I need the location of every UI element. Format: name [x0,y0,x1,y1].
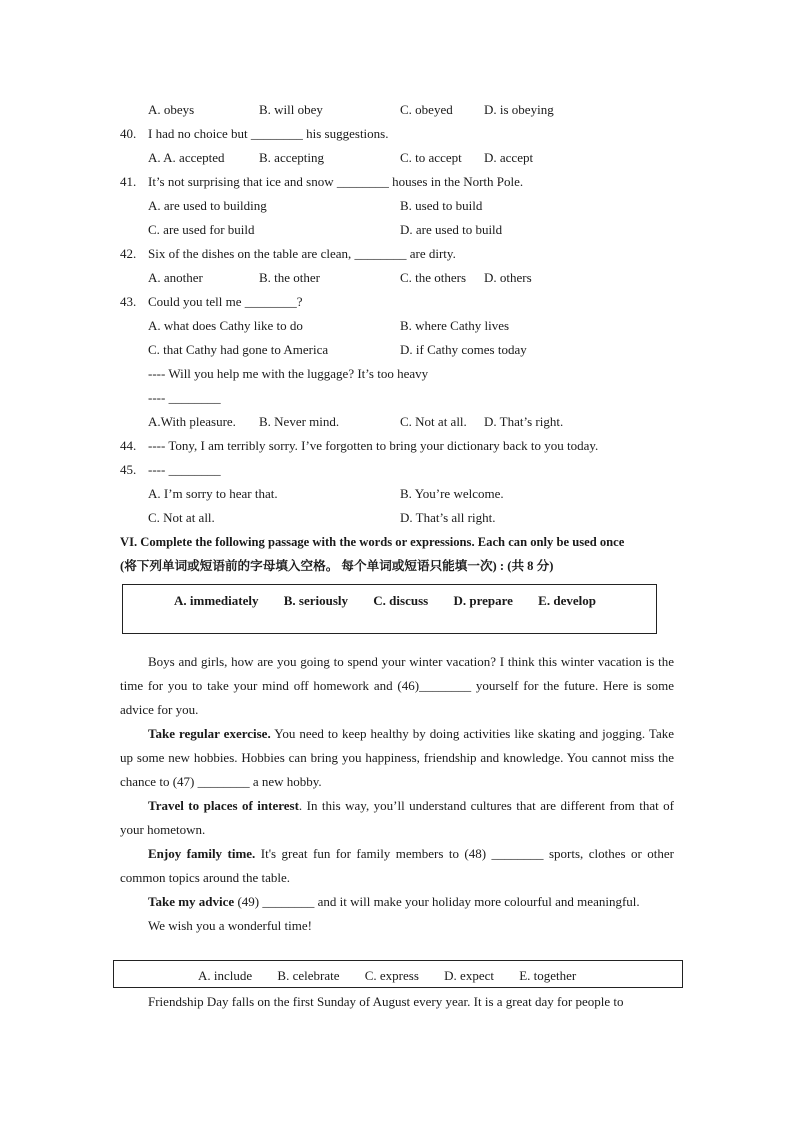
q43-option-b: B. where Cathy lives [400,318,510,333]
word-box-1-word: D. prepare [453,593,513,608]
q40-option-a: A. A. accepted [148,150,225,165]
word-box-2-word: C. express [364,968,419,983]
passage-1-paragraph: Boys and girls, how are you going to spend your winter vacation? I think this winter vacation is the time for you to take your mind off homework and (46)________ yourself for the future. Here is some advice for you. [120,654,674,717]
q42-number: 42. [120,246,137,261]
q43-option-a: A. what does Cathy like to do [148,318,303,333]
q42-option-b: B. the other [259,270,321,285]
passage-2-paragraph: Friendship Day falls on the first Sunday of August every year. It is a great day for people to [148,994,624,1009]
q41-option-c: C. are used for build [148,222,255,237]
q40-option-c: C. to accept [400,150,462,165]
word-box-2-words [198,968,598,984]
q41-option-d: D. are used to build [400,222,503,237]
q39-option-d: D. is obeying [484,102,554,117]
word-box-1 [122,584,657,634]
section-6-heading: VI. Complete the following passage with the words or expressions. Each can only be used once [120,535,625,549]
q44-dialogue-line2: ---- ________ [148,390,221,405]
q43-option-d: D. if Cathy comes today [400,342,527,357]
section-6-instructions: (将下列单词或短语前的字母填入空格。 每个单词或短语只能填一次) : (共 8 分) [120,559,554,573]
word-box-1-word: E. develop [538,593,596,608]
q43-option-c: C. that Cathy had gone to America [148,342,329,357]
q43-number: 43. [120,294,137,309]
q45-option-a: A. I’m sorry to hear that. [148,486,278,501]
passage-1-closing: We wish you a wonderful time! [148,918,312,933]
word-box-1-word: B. seriously [283,593,349,608]
q44-stem: ---- Tony, I am terribly sorry. I’ve forgotten to bring your dictionary back to you today. [148,438,599,453]
passage-1 [120,650,674,938]
q42-option-d: D. others [484,270,532,285]
q44-option-c: C. Not at all. [400,414,467,429]
q39-option-c: C. obeyed [400,102,453,117]
q44-option-a: A.With pleasure. [148,414,236,429]
q42-option-a: A. another [148,270,203,285]
q45-stem: ---- ________ [148,462,221,477]
q44-option-b: B. Never mind. [259,414,340,429]
q44-dialogue-line1: ---- Will you help me with the luggage? It’s too heavy [148,366,429,381]
q45-option-c: C. Not at all. [148,510,215,525]
word-box-2-word: A. include [198,968,253,983]
word-box-2-word: D. expect [444,968,494,983]
q39-option-a: A. obeys [148,102,195,117]
word-box-2-word: E. together [519,968,577,983]
q43-stem: Could you tell me ________? [148,294,303,309]
q41-option-a: A. are used to building [148,198,267,213]
q44-option-d: D. That’s right. [484,414,564,429]
passage-1-paragraph: Take regular exercise. You need to keep healthy by doing activities like skating and jogging. Take up some new hobbies. Hobbies can bring you happiness, friendship and knowledge. You cannot miss the chance to (47) ________ a new hobby. [120,726,675,789]
q45-option-b: B. You’re welcome. [400,486,504,501]
q41-stem: It’s not surprising that ice and snow ________ houses in the North Pole. [148,174,524,189]
q41-number: 41. [120,174,137,189]
q45-option-d: D. That’s all right. [400,510,496,525]
q42-option-c: C. the others [400,270,467,285]
passage-1-paragraph: Travel to places of interest. In this way, you’ll understand cultures that are different from that of your hometown. [120,798,674,837]
q40-option-b: B. accepting [259,150,324,165]
q40-stem: I had no choice but ________ his suggestions. [148,126,389,141]
q42-stem: Six of the dishes on the table are clean, ________ are dirty. [148,246,456,261]
q40-number: 40. [120,126,137,141]
passage-1-paragraph: Enjoy family time. It's great fun for family members to (48) ________ sports, clothes or other common topics around the table. [120,846,675,885]
q41-option-b: B. used to build [400,198,483,213]
q45-number: 45. [120,462,137,477]
word-box-1-words [174,593,618,609]
word-box-1-word: C. discuss [373,593,429,608]
q39-option-b: B. will obey [259,102,323,117]
q44-number: 44. [120,438,137,453]
passage-2 [120,990,674,1014]
word-box-2-word: B. celebrate [277,968,340,983]
passage-1-paragraph: Take my advice (49) ________ and it will make your holiday more colourful and meaningful. [148,894,640,909]
q40-option-d: D. accept [484,150,534,165]
word-box-1-word: A. immediately [174,593,259,608]
